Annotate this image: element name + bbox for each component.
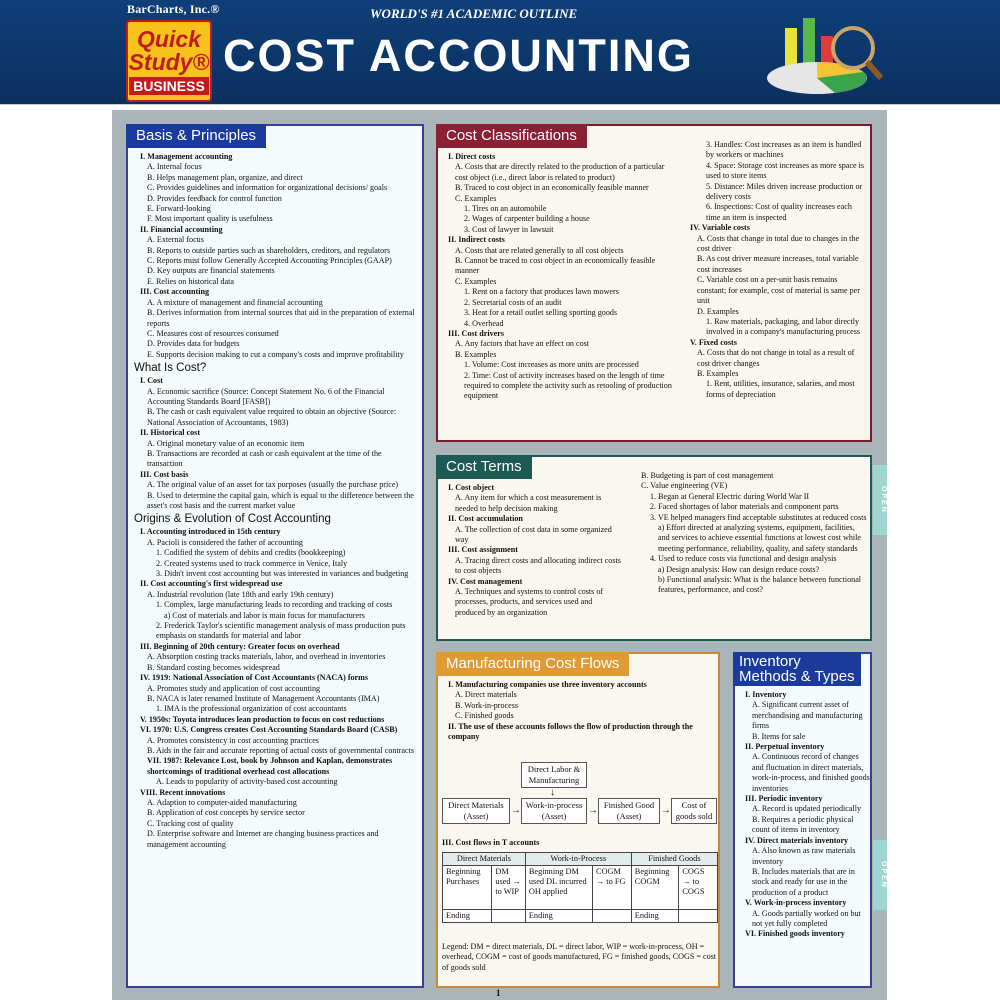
outline-line: 3. Cost of lawyer in lawsuit bbox=[464, 224, 554, 234]
outline-line: B. Standard costing becomes widespread bbox=[147, 662, 280, 672]
basis-principles-text bbox=[134, 152, 418, 986]
outline-line: B. Examples bbox=[455, 349, 497, 359]
outline-line: 1. Tires on an automobile bbox=[464, 204, 547, 214]
outline-line: II. Indirect costs bbox=[448, 235, 505, 245]
outline-line: B. Examples bbox=[697, 368, 739, 378]
outline-line: a) Effort directed at analyzing systems, equipment, facilities, and services to achieve essential functions at lowest cost while meeting performance, reliability, quality, and safety standards bbox=[658, 523, 861, 553]
outline-line: F. Most important quality is usefulness bbox=[147, 214, 273, 224]
outline-line: 1. Raw materials, packaging, and labor directly involved in a company's manufacturing process bbox=[706, 316, 861, 337]
outline-line: B. Derives information from internal sources that aid in the preparation of external reports bbox=[147, 308, 415, 328]
page-number: 1 bbox=[496, 988, 501, 998]
outline-line: 3. Heat for a retail outlet selling sporting goods bbox=[464, 308, 618, 318]
outline-line: Origins & Evolution of Cost Accounting bbox=[134, 513, 331, 526]
outline-line: 1. Volume: Cost increases as more units are processed bbox=[464, 360, 639, 370]
outline-line: A. Any item for which a cost measurement is needed to help decision making bbox=[455, 493, 602, 513]
outline-line: 5. Distance: Miles driven increase production or delivery costs bbox=[706, 181, 863, 202]
outline-line: 3. Handles: Cost increases as an item is handled by workers or machines bbox=[706, 140, 862, 160]
basis-principles-panel bbox=[126, 124, 424, 988]
outline-line: C. Provides guidelines and information for organizational decisions/ goals bbox=[147, 183, 388, 193]
cost-terms-heading: Cost Terms bbox=[436, 455, 532, 479]
outline-line: A. Significant current asset of merchandising and manufacturing firms bbox=[752, 700, 863, 731]
t-cell: DM used → to WIP bbox=[492, 866, 526, 910]
outline-line: A. Promotes consistency in cost accounting practices bbox=[147, 735, 319, 745]
outline-line: A. Costs that are related generally to all cost objects bbox=[455, 245, 624, 255]
outline-line: A. Promotes study and application of cost accounting bbox=[147, 683, 321, 693]
t-cell: Ending bbox=[443, 910, 492, 923]
outline-line: B. Cannot be traced to cost object in an economically feasible manner bbox=[455, 256, 656, 276]
outline-line: A. Adaption to computer-aided manufacturing bbox=[147, 797, 297, 807]
outline-line: B. Budgeting is part of cost management bbox=[641, 471, 774, 480]
outline-line: A. Costs that do not change in total as a result of cost driver changes bbox=[697, 348, 855, 368]
outline-line: IV. Direct materials inventory bbox=[745, 835, 849, 845]
outline-line: C. Variable cost on a per-unit basis remains constant; for example, cost of material is same per unit bbox=[697, 275, 860, 306]
outline-line: b) Functional analysis: What is the balance between functional features, performance, and cost? bbox=[658, 575, 862, 595]
header-banner bbox=[0, 0, 1000, 110]
outline-line: IV. Cost management bbox=[448, 576, 523, 586]
wip-box: Work-in-process (Asset) bbox=[521, 798, 587, 824]
outline-line: C. Examples bbox=[455, 276, 497, 286]
outline-line: A. Direct materials bbox=[455, 690, 517, 700]
right-arrow-icon: → bbox=[511, 805, 521, 816]
outline-line: A. Tracing direct costs and allocating indirect costs to cost objects bbox=[455, 555, 621, 576]
outline-line: III. Cost drivers bbox=[448, 328, 504, 338]
right-arrow-icon: → bbox=[661, 805, 671, 816]
outline-line: A. Costs that are directly related to the production of a particular cost object (i.e., direct labor is related to product) bbox=[455, 162, 665, 182]
cost-terms-panel bbox=[436, 455, 872, 641]
outline-line: B. Transactions are recorded at cash or cash equivalent at the time of the transaction bbox=[147, 448, 382, 469]
outline-line: 1. Rent, utilities, insurance, salaries, and most forms of depreciation bbox=[706, 379, 855, 399]
t-cell: COGM → to FG bbox=[592, 866, 631, 910]
outline-line: III. Cost assignment bbox=[448, 545, 518, 555]
outline-line: I. Management accounting bbox=[140, 152, 233, 161]
cost-terms-left bbox=[442, 483, 624, 639]
outline-line: B. Used to determine the capital gain, which is equal to the difference between the asset's cost basis and the current market value bbox=[147, 490, 414, 510]
t-cell: Beginning DM used DL incurred OH applied bbox=[525, 866, 592, 910]
direct-materials-box: Direct Materials (Asset) bbox=[442, 798, 510, 824]
t-header: Direct Materials bbox=[443, 853, 526, 866]
outline-line: B. Aids in the fair and accurate reporting of actual costs of governmental contracts bbox=[147, 745, 414, 755]
outline-line: B. Requires a periodic physical count of items in inventory bbox=[752, 814, 854, 835]
outline-line: 2. Frederick Taylor's scientific management analysis of mass production puts emphasis on standards for material and labor bbox=[156, 621, 406, 641]
outline-line: C. Value engineering (VE) bbox=[641, 481, 728, 491]
outline-line: V. Fixed costs bbox=[690, 337, 737, 347]
open-tab[interactable]: OPEN bbox=[873, 465, 887, 535]
outline-line: 2. Wages of carpenter building a house bbox=[464, 214, 590, 224]
cost-terms-right bbox=[628, 471, 868, 639]
outline-line: I. Cost object bbox=[448, 483, 495, 492]
t-cell bbox=[679, 910, 718, 923]
outline-line: III. Cost basis bbox=[140, 469, 189, 479]
page-title: COST ACCOUNTING bbox=[223, 30, 694, 81]
quickstudy-logo bbox=[126, 20, 212, 102]
outline-line: a) Design analysis: How can design reduce costs? bbox=[658, 564, 820, 574]
outline-line: B. Work-in-process bbox=[455, 700, 519, 710]
t-header: Work-in-Process bbox=[525, 853, 631, 866]
outline-line: II. Cost accounting's first widespread use bbox=[140, 579, 283, 589]
logo-line2: Study® bbox=[128, 48, 210, 75]
outline-line: A. The collection of cost data in some organized way bbox=[455, 524, 612, 545]
tagline: WORLD'S #1 ACADEMIC OUTLINE bbox=[370, 6, 578, 21]
outline-line: I. Manufacturing companies use three inventory accounts bbox=[448, 680, 647, 689]
outline-line: C. Measures cost of resources consumed bbox=[147, 328, 279, 338]
outline-line: 1. Rent on a factory that produces lawn mowers bbox=[464, 287, 619, 297]
legend: Legend: DM = direct materials, DL = direct labor, WIP = work-in-process, OH = overhead, COGM = cost of goods manufactured, FG = finished goods, COGS = cost of goods sold bbox=[442, 942, 717, 972]
t-cell: Beginning COGM bbox=[631, 866, 679, 910]
outline-line: VI. 1970: U.S. Congress creates Cost Accounting Standards Board (CASB) bbox=[140, 725, 398, 735]
outline-line: III. Beginning of 20th century: Greater focus on overhead bbox=[140, 641, 340, 651]
outline-line: A. Any factors that have an effect on cost bbox=[455, 339, 590, 349]
outline-line: B. Items for sale bbox=[752, 731, 806, 741]
cost-classifications-left bbox=[442, 152, 678, 440]
outline-line: 3. Didn't invent cost accounting but was interested in variances and budgeting bbox=[156, 569, 409, 579]
outline-line: C. Reports must follow Generally Accepted Accounting Principles (GAAP) bbox=[147, 256, 392, 266]
cost-classifications-heading: Cost Classifications bbox=[436, 124, 587, 148]
outline-line: 1. Complex, large manufacturing leads to recording and tracking of costs bbox=[156, 600, 393, 610]
outline-line: A. Economic sacrifice (Source: Concept Statement No. 6 of the Financial Accounting Standards Board [FASB]) bbox=[147, 386, 385, 406]
t-cell bbox=[492, 910, 526, 923]
outline-line: I. Direct costs bbox=[448, 152, 496, 161]
outline-line: A. Internal focus bbox=[147, 162, 202, 172]
outline-line: II. Cost accumulation bbox=[448, 514, 523, 524]
outline-line: A. Absorption costing tracks materials, labor, and overhead in inventories bbox=[147, 652, 386, 662]
outline-line: A. External focus bbox=[147, 235, 204, 245]
manufacturing-text bbox=[442, 680, 718, 760]
logo-line1: Quick bbox=[137, 25, 201, 52]
outline-line: A. Costs that change in total due to changes in the cost driver bbox=[697, 233, 860, 254]
outline-line: D. Enterprise software and Internet are changing business practices and management accounting bbox=[147, 829, 379, 849]
open-tab[interactable]: OPEN bbox=[873, 840, 887, 910]
outline-line: B. Application of cost concepts by service sector bbox=[147, 808, 305, 818]
outline-line: II. Perpetual inventory bbox=[745, 742, 825, 752]
t-cell: Beginning Purchases bbox=[443, 866, 492, 910]
right-arrow-icon: → bbox=[588, 805, 598, 816]
outline-line: A. The original value of an asset for tax purposes (usually the purchase price) bbox=[147, 480, 399, 490]
outline-line: E. Supports decision making to cut a company's costs and improve profitability bbox=[147, 349, 404, 359]
finished-good-box: Finished Good (Asset) bbox=[598, 798, 660, 824]
outline-line: A. Original monetary value of an economic item bbox=[147, 438, 305, 448]
outline-line: VI. Finished goods inventory bbox=[745, 929, 845, 939]
cost-classifications-panel bbox=[436, 124, 872, 442]
inventory-methods-panel bbox=[733, 652, 872, 988]
cogs-box: Cost of goods sold bbox=[671, 798, 717, 824]
outline-line: B. Traced to cost object in an economically feasible manner bbox=[455, 183, 649, 193]
outline-line: D. Examples bbox=[697, 306, 739, 316]
outline-line: What Is Cost? bbox=[134, 362, 207, 375]
outline-line: A. Goods partially worked on but not yet fully completed bbox=[752, 908, 861, 928]
outline-line: A. Record is updated periodically bbox=[752, 804, 862, 814]
outline-line: D. Key outputs are financial statements bbox=[147, 266, 275, 276]
t-header: Finished Goods bbox=[631, 853, 717, 866]
manufacturing-heading: Manufacturing Cost Flows bbox=[436, 652, 629, 676]
logo-business: BUSINESS bbox=[129, 77, 209, 95]
inventory-text bbox=[739, 690, 870, 986]
outline-line: A. Leads to popularity of activity-based cost accounting bbox=[156, 777, 338, 787]
outline-line: II. Financial accounting bbox=[140, 224, 223, 234]
manufacturing-cost-flows-panel bbox=[436, 652, 720, 988]
outline-line: III. Cost accounting bbox=[140, 287, 210, 297]
outline-line: 2. Created systems used to track commerce in Venice, Italy bbox=[156, 558, 348, 568]
outline-line: 1. Codified the system of debits and credits (bookkeeping) bbox=[156, 548, 346, 558]
outline-line: IV. Variable costs bbox=[690, 223, 750, 233]
outline-line: B. Helps management plan, organize, and direct bbox=[147, 172, 303, 182]
outline-line: 6. Inspections: Cost of quality increases each time an item is inspected bbox=[706, 202, 852, 222]
outline-line: II. The use of these accounts follows the flow of production through the company bbox=[448, 721, 693, 742]
outline-line: A. Industrial revolution (late 18th and early 19th century) bbox=[147, 589, 334, 599]
outline-line: 3. VE helped managers find acceptable substitutes at reduced costs bbox=[650, 512, 867, 522]
chart-magnifier-illustration bbox=[755, 8, 885, 103]
outline-line: A. Pacioli is considered the father of accounting bbox=[147, 537, 303, 547]
outline-line: 2. Secretarial costs of an audit bbox=[464, 297, 562, 307]
outline-line: a) Cost of materials and labor is main focus for manufacturers bbox=[164, 610, 365, 620]
t-cell: Ending bbox=[525, 910, 592, 923]
outline-line: B. As cost driver measure increases, total variable cost increases bbox=[697, 254, 859, 274]
outline-line: D. Provides data for budgets bbox=[147, 339, 240, 349]
outline-line: B. Reports to outside parties such as shareholders, creditors, and regulators bbox=[147, 245, 390, 255]
outline-line: B. NACA is later renamed Institute of Management Accountants (IMA) bbox=[147, 693, 380, 703]
down-arrow-icon: ↓ bbox=[550, 787, 555, 798]
outline-line: E. Forward-looking bbox=[147, 204, 211, 214]
direct-labor-box: Direct Labor & Manufacturing bbox=[521, 762, 587, 788]
cost-classifications-right bbox=[684, 140, 868, 440]
outline-line: D. Provides feedback for control function bbox=[147, 193, 282, 203]
outline-line: V. 1950s: Toyota introduces lean production to focus on cost reductions bbox=[140, 714, 385, 724]
outline-line: 4. Overhead bbox=[464, 318, 504, 328]
outline-line: VII. 1987: Relevance Lost, book by Johnson and Kaplan, demonstrates shortcomings of traditional overhead cost allocations bbox=[147, 756, 393, 776]
outline-line: C. Examples bbox=[455, 193, 497, 203]
outline-line: 1. IMA is the professional organization of cost accountants bbox=[156, 704, 347, 714]
outline-line: A. Continuous record of changes and fluctuation in direct materials, work-in-process, and finished goods inventories bbox=[752, 752, 870, 793]
outline-line: A. Also known as raw materials inventory bbox=[752, 846, 856, 866]
basis-principles-heading: Basis & Principles bbox=[126, 124, 266, 148]
outline-line: V. Work-in-process inventory bbox=[745, 898, 847, 908]
outline-line: 2. Time: Cost of activity increases based on the length of time required to complete the activity such as retooling of production equipment bbox=[464, 370, 672, 401]
outline-line: B. The cash or cash equivalent value required to obtain an objective (Source: National Association of Accountants, 1983) bbox=[147, 407, 397, 427]
outline-line: C. Tracking cost of quality bbox=[147, 818, 234, 828]
t-accounts-heading: III. Cost flows in T accounts bbox=[442, 838, 540, 847]
outline-line: 4. Used to reduce costs via functional and design analysis bbox=[650, 554, 837, 564]
outline-line: E. Relies on historical data bbox=[147, 276, 234, 286]
t-accounts-table bbox=[442, 852, 718, 923]
outline-line: C. Finished goods bbox=[455, 711, 514, 721]
outline-line: I. Inventory bbox=[745, 690, 787, 699]
outline-line: 4. Space: Storage cost increases as more space is used to store items bbox=[706, 160, 864, 181]
outline-line: A. A mixture of management and financial accounting bbox=[147, 297, 323, 307]
outline-line: IV. 1919: National Association of Cost Accountants (NACA) forms bbox=[140, 673, 369, 683]
inventory-heading: Inventory Methods & Types bbox=[733, 652, 861, 686]
outline-line: II. Historical cost bbox=[140, 428, 201, 438]
outline-line: B. Includes materials that are in stock and ready for use in the production of a product bbox=[752, 866, 855, 897]
outline-line: 1. Began at General Electric during World War II bbox=[650, 491, 810, 501]
t-cell: COGS → to COGS bbox=[679, 866, 718, 910]
outline-line: I. Cost bbox=[140, 376, 163, 386]
outline-line: 2. Faced shortages of labor materials and component parts bbox=[650, 502, 839, 512]
outline-line: III. Periodic inventory bbox=[745, 794, 823, 804]
publisher-name: BarCharts, Inc.® bbox=[127, 2, 220, 16]
t-cell: Ending bbox=[631, 910, 679, 923]
outline-line: I. Accounting introduced in 15th century bbox=[140, 527, 281, 537]
t-cell bbox=[592, 910, 631, 923]
outline-line: VIII. Recent innovations bbox=[140, 787, 226, 797]
outline-line: A. Techniques and systems to control costs of processes, products, and services used and produced by an organization bbox=[455, 587, 604, 617]
